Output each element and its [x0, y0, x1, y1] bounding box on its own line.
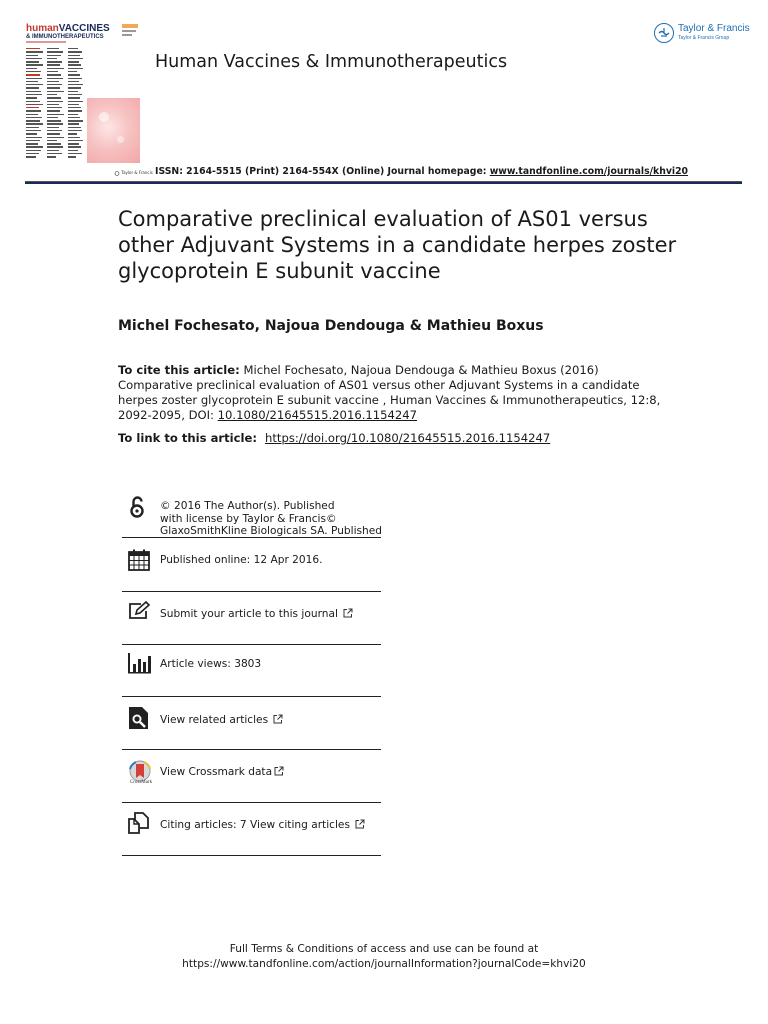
row-divider — [122, 696, 381, 697]
cover-subtitle-bar — [26, 41, 66, 43]
footer-line-1: Full Terms & Conditions of access and use can be found at — [229, 943, 539, 955]
crossmark-icon — [127, 760, 155, 788]
crossmark-label: View Crossmark data — [160, 766, 273, 778]
crossmark-badge-graphic — [127, 760, 155, 782]
cover-badge-line — [122, 34, 132, 36]
citation-label: To cite this article: — [118, 363, 240, 377]
row-divider — [122, 591, 381, 592]
article-title: Comparative preclinical evaluation of AS01 versus other Adjuvant Systems in a candidate herpes zoster glycoprotein E subunit vaccine — [118, 207, 677, 283]
bar-chart-icon — [127, 651, 151, 675]
cover-logo-subtitle: & IMMUNOTHERAPEUTICS — [26, 34, 104, 40]
cover-toc-column-mid — [47, 48, 65, 160]
published-online: Published online: 12 Apr 2016. — [160, 554, 323, 566]
citation-block — [118, 363, 668, 423]
article-link-label: To link to this article: — [118, 431, 262, 445]
related-articles-icon — [127, 706, 151, 730]
license-notice — [160, 500, 382, 538]
journal-cover-thumbnail — [25, 22, 140, 177]
external-link-icon — [355, 819, 365, 829]
external-link-icon — [343, 608, 353, 618]
issn-line — [155, 166, 688, 177]
row-divider — [122, 855, 381, 856]
submit-article-label: Submit your article to this journal — [160, 608, 338, 620]
article-views: Article views: 3803 — [160, 658, 262, 670]
citation-text: Michel Fochesato, Najoua Dendouga & Mathieu Boxus (2016) Comparative preclinical evaluation of AS01 versus other Adjuvant Systems in a candidate herpes zoster glycoprotein E subunit vaccine , Human Vaccines & Immunotherapeutics, 12:8, 2092-2095, DOI: — [118, 363, 661, 422]
cover-logo-word2: VACCINES — [58, 23, 110, 34]
citation-doi-link[interactable]: 10.1080/21645515.2016.1154247 — [217, 408, 418, 422]
edit-icon — [127, 600, 151, 624]
publisher-logo-icon — [654, 23, 674, 43]
publisher-mini-label: Taylor & Francis — [121, 170, 153, 175]
article-doi-url-link[interactable]: https://doi.org/10.1080/21645515.2016.1154247 — [265, 431, 551, 445]
external-link-icon — [274, 766, 284, 776]
view-crossmark-link[interactable] — [160, 766, 284, 779]
footer-terms-url[interactable]: https://www.tandfonline.com/action/journalInformation?journalCode=khvi20 — [182, 958, 586, 970]
related-articles-label: View related articles — [160, 714, 269, 726]
publisher-name: Taylor & Francis — [678, 23, 750, 34]
citing-articles-link[interactable] — [160, 819, 365, 832]
row-divider — [122, 749, 381, 750]
row-divider — [122, 802, 381, 803]
crossmark-icon-label: CrossMark — [129, 780, 153, 785]
citing-articles-label: Citing articles: 7 View citing articles — [160, 819, 350, 831]
cover-logo-word1: human — [26, 23, 59, 34]
external-link-icon — [273, 714, 283, 724]
row-divider — [122, 537, 381, 538]
cover-artwork — [87, 98, 140, 163]
issn-text: ISSN: 2164-5515 (Print) 2164-554X (Online) Journal homepage: — [155, 166, 490, 177]
header-divider-thick — [25, 182, 742, 184]
publisher-mini-icon — [114, 171, 120, 176]
journal-homepage-link[interactable]: www.tandfonline.com/journals/khvi20 — [489, 166, 689, 177]
cover-toc-column-left — [26, 48, 44, 160]
citing-articles-icon — [127, 811, 151, 835]
view-related-articles-link[interactable] — [160, 714, 283, 727]
article-link-line — [118, 431, 550, 445]
cover-toc-column-right — [68, 48, 84, 160]
license-line-1: © 2016 The Author(s). Published — [160, 500, 335, 512]
journal-title: Human Vaccines & Immunotherapeutics — [155, 52, 508, 72]
cover-badge — [122, 24, 138, 28]
cover-logo — [26, 24, 110, 34]
license-line-2: with license by Taylor & Francis© — [160, 512, 337, 525]
open-access-icon — [127, 495, 151, 519]
submit-article-link[interactable] — [160, 608, 353, 621]
terms-footer — [0, 942, 768, 972]
calendar-icon — [127, 548, 151, 572]
cover-badge-line — [122, 30, 136, 32]
cover-publisher-mini — [114, 170, 153, 176]
publisher-logo[interactable] — [653, 22, 753, 48]
publisher-group: Taylor & Francis Group — [678, 35, 730, 41]
row-divider — [122, 644, 381, 645]
article-authors: Michel Fochesato, Najoua Dendouga & Mathieu Boxus — [118, 318, 544, 334]
license-line-3: GlaxoSmithKline Biologicals SA. Published — [160, 525, 383, 537]
